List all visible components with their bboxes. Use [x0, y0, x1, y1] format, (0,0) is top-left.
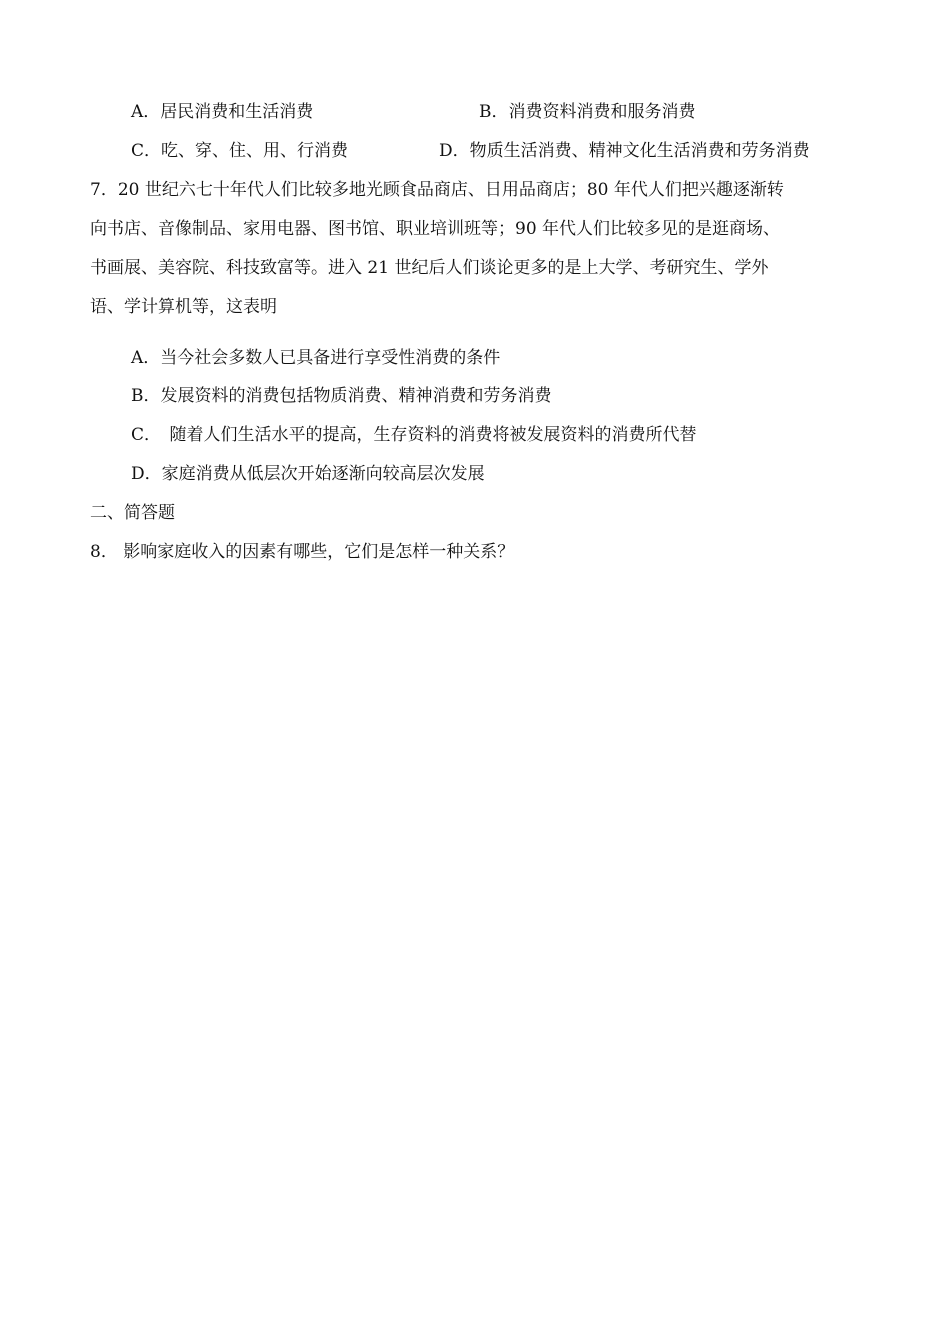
question7-option-c: C． 随着人们生活水平的提高，生存资料的消费将被发展资料的消费所代替 — [131, 425, 697, 445]
question8-text: 8． 影响家庭收入的因素有哪些，它们是怎样一种关系？ — [90, 542, 515, 562]
question7-option-a: A．当今社会多数人已具备进行享受性消费的条件 — [131, 348, 501, 368]
question7-stem-line-2: 向书店、音像制品、家用电器、图书馆、职业培训班等；90 年代人们比较多见的是逛商场、 — [90, 219, 781, 239]
question7-stem-line-3: 书画展、美容院、科技致富等。进入 21 世纪后人们谈论更多的是上大学、考研究生、学外 — [90, 258, 769, 278]
question6-option-d: D．物质生活消费、精神文化生活消费和劳务消费 — [439, 141, 810, 161]
question6-option-b: B．消费资料消费和服务消费 — [479, 102, 696, 122]
question7-option-b: B．发展资料的消费包括物质消费、精神消费和劳务消费 — [131, 386, 552, 406]
question7-option-d: D．家庭消费从低层次开始逐渐向较高层次发展 — [131, 464, 485, 484]
question7-stem-line-1: 7．20 世纪六七十年代人们比较多地光顾食品商店、日用品商店；80 年代人们把兴趣逐渐转 — [90, 180, 784, 200]
question6-option-c: C．吃、穿、住、用、行消费 — [131, 141, 349, 161]
question6-option-a: A．居民消费和生活消费 — [131, 102, 314, 122]
section-heading-short-answer: 二、简答题 — [90, 503, 175, 523]
question7-stem-line-4: 语、学计算机等，这表明 — [90, 297, 277, 317]
